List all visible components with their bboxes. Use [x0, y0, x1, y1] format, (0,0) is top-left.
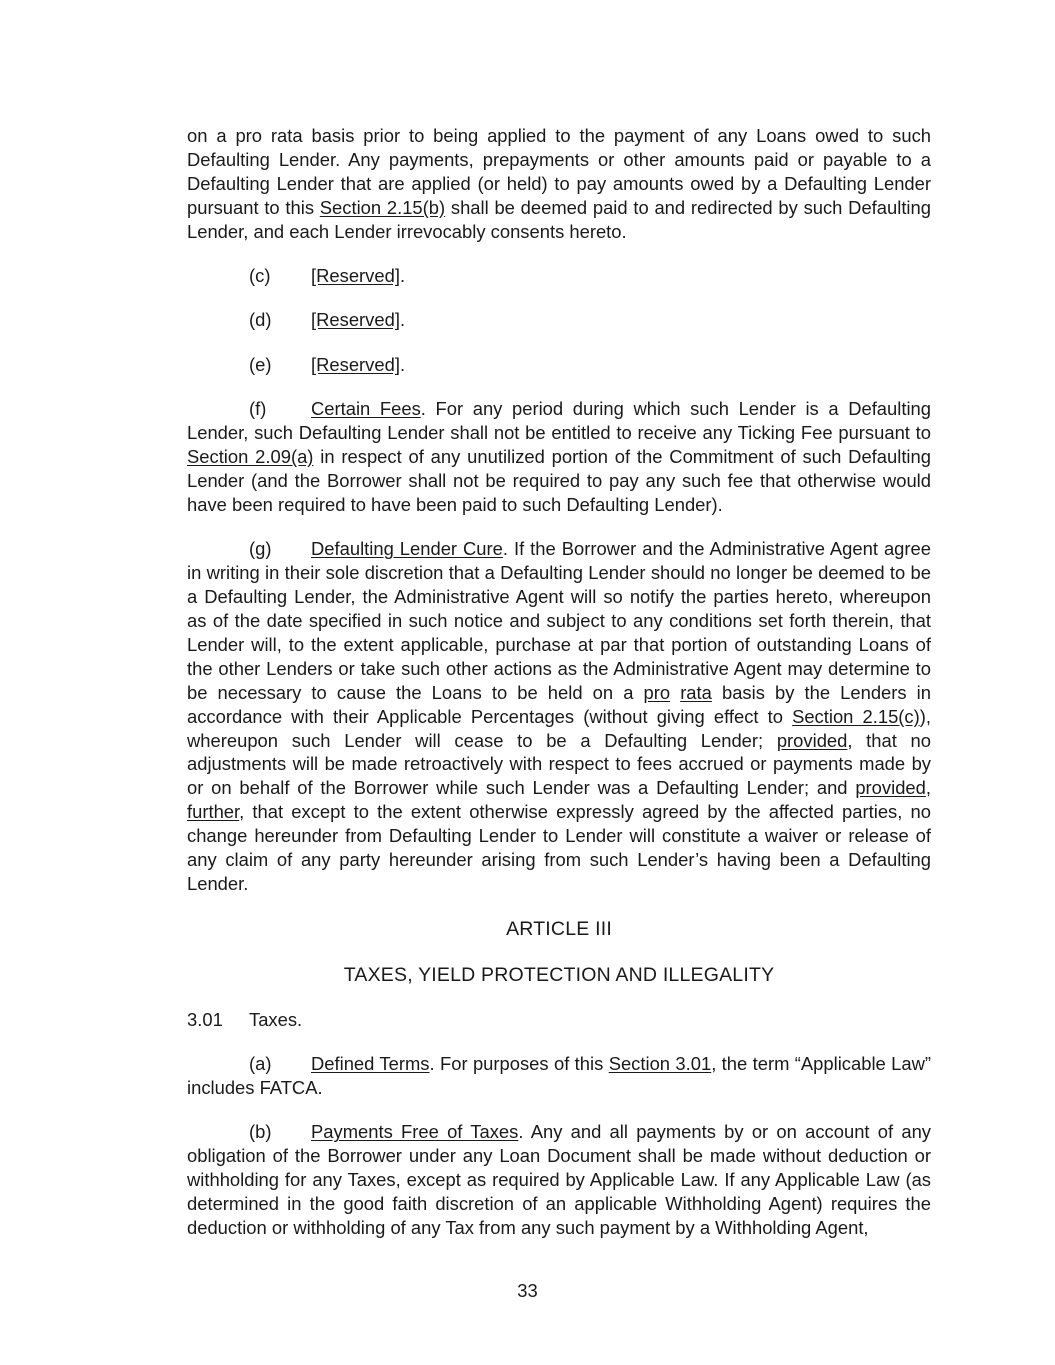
- section-2-15b-ref: Section 2.15(b): [319, 196, 446, 218]
- paragraph-g-text-5: , that except to the extent otherwise expressly agreed by the affected parties, no change hereunder from Defaulting Lender to Lender will constitute a waiver or release of any claim of any party hereunder arising from such Lender’s having been a Defaulting Lender.: [187, 801, 931, 894]
- reserved-c: [187, 264, 931, 288]
- section-title: Taxes.: [249, 1008, 303, 1030]
- reserved-e-text: [Reserved]: [311, 353, 400, 375]
- defined-terms-title: Defined Terms: [311, 1053, 430, 1075]
- provided-term-2: provided: [855, 777, 926, 799]
- reserved-d: [187, 308, 931, 332]
- paragraph-g: [187, 537, 931, 896]
- reserved-d-suffix: .: [399, 309, 406, 331]
- intro-paragraph: [187, 124, 931, 244]
- paragraph-f-text-end: in respect of any unutilized portion of the Commitment of such Defaulting Lender (and the Borrower shall not be required to pay any such fee that otherwise would have been required to have been paid to such Defaulting Lender).: [187, 446, 931, 515]
- reserved-c-suffix: .: [399, 265, 406, 287]
- paragraph-b-text: . Any and all payments by or on account of any obligation of the Borrower under any Loan Document shall be made without deduction or withholding for any Taxes, except as required by Applicable Law. If any Applicable Law (as determined in the good faith discretion of an applicable Withholding Agent) requires the deduction or withholding of any Tax from any such payment by a Withholding Agent,: [187, 1121, 931, 1239]
- paragraph-a-label: (a): [249, 1053, 272, 1075]
- paragraph-a: [187, 1052, 931, 1100]
- paragraph-b: [187, 1120, 931, 1240]
- section-2-09a-ref: Section 2.09(a): [187, 446, 314, 468]
- certain-fees-title: Certain Fees: [311, 398, 421, 420]
- rata-term: rata: [680, 681, 712, 703]
- defaulting-lender-cure-title: Defaulting Lender Cure: [311, 538, 503, 560]
- reserved-e: [187, 353, 931, 377]
- pro-rata-space: [670, 682, 680, 703]
- paragraph-g-text-4: , that no adjustments will be made retroactively with respect to fees accrued or payments made by or on behalf of the Borrower while such Lender was a Defaulting Lender; and: [187, 729, 931, 799]
- reserved-d-label: (d): [249, 309, 272, 331]
- section-3-01-ref: Section 3.01: [608, 1053, 712, 1075]
- paragraph-f-label: (f): [249, 398, 267, 420]
- paragraph-f: [187, 397, 931, 517]
- page-number: 33: [517, 1280, 538, 1301]
- paragraph-g-text: . If the Borrower and the Administrative Agent agree in writing in their sole discretion that a Defaulting Lender should no longer be deemed to be a Defaulting Lender, the Administrative Agent will so notify the parties hereto, whereupon as of the date specified in such notice and subject to any conditions set forth therein, that Lender will, to the extent applicable, purchase at par that portion of outstanding Loans of the other Lenders or take such other actions as the Administrative Agent may determine to be necessary to cause the Loans to be held on a: [187, 538, 931, 703]
- section-3-01-heading: [187, 1008, 931, 1032]
- section-2-15c-ref: Section 2.15(c): [792, 705, 920, 727]
- provided-further-sep: ,: [925, 777, 931, 799]
- reserved-c-text: [Reserved]: [311, 265, 400, 287]
- reserved-c-label: (c): [249, 265, 271, 287]
- paragraph-f-text: . For any period during which such Lender is a Defaulting Lender, such Defaulting Lender shall not be entitled to receive any Ticking Fee pursuant to: [187, 398, 932, 444]
- paragraph-a-text-end: , the term “Applicable Law” includes FATCA.: [187, 1053, 931, 1098]
- reserved-e-label: (e): [249, 353, 272, 375]
- paragraph-g-label: (g): [249, 538, 272, 560]
- article-title: ARTICLE III: [506, 917, 612, 940]
- section-number: 3.01: [187, 1008, 223, 1030]
- pro-term: pro: [643, 681, 671, 703]
- intro-text: on a pro rata basis prior to being applied to the payment of any Loans owed to such Defaulting Lender. Any payments, prepayments or other amounts paid or payable to a Defaulting Lender that are applied (or held) to pay amounts owed by a Defaulting Lender pursuant to this: [187, 125, 931, 218]
- reserved-e-suffix: .: [399, 353, 406, 375]
- intro-text-end: shall be deemed paid to and redirected by such Defaulting Lender, and each Lender irrevocably consents hereto.: [187, 196, 931, 242]
- further-term: further: [187, 801, 240, 823]
- paragraph-b-label: (b): [249, 1121, 272, 1143]
- paragraph-g-text-2: basis by the Lenders in accordance with their Applicable Percentages (without giving effect to: [187, 681, 931, 727]
- article-heading: TAXES, YIELD PROTECTION AND ILLEGALITY: [343, 963, 775, 986]
- provided-term: provided: [776, 729, 848, 751]
- payments-free-of-taxes-title: Payments Free of Taxes: [311, 1121, 519, 1143]
- paragraph-a-text: . For purposes of this: [429, 1053, 609, 1075]
- page-content: [187, 124, 931, 1240]
- reserved-d-text: [Reserved]: [311, 309, 400, 331]
- paragraph-g-text-3: ), whereupon such Lender will cease to be a Defaulting Lender;: [187, 705, 931, 751]
